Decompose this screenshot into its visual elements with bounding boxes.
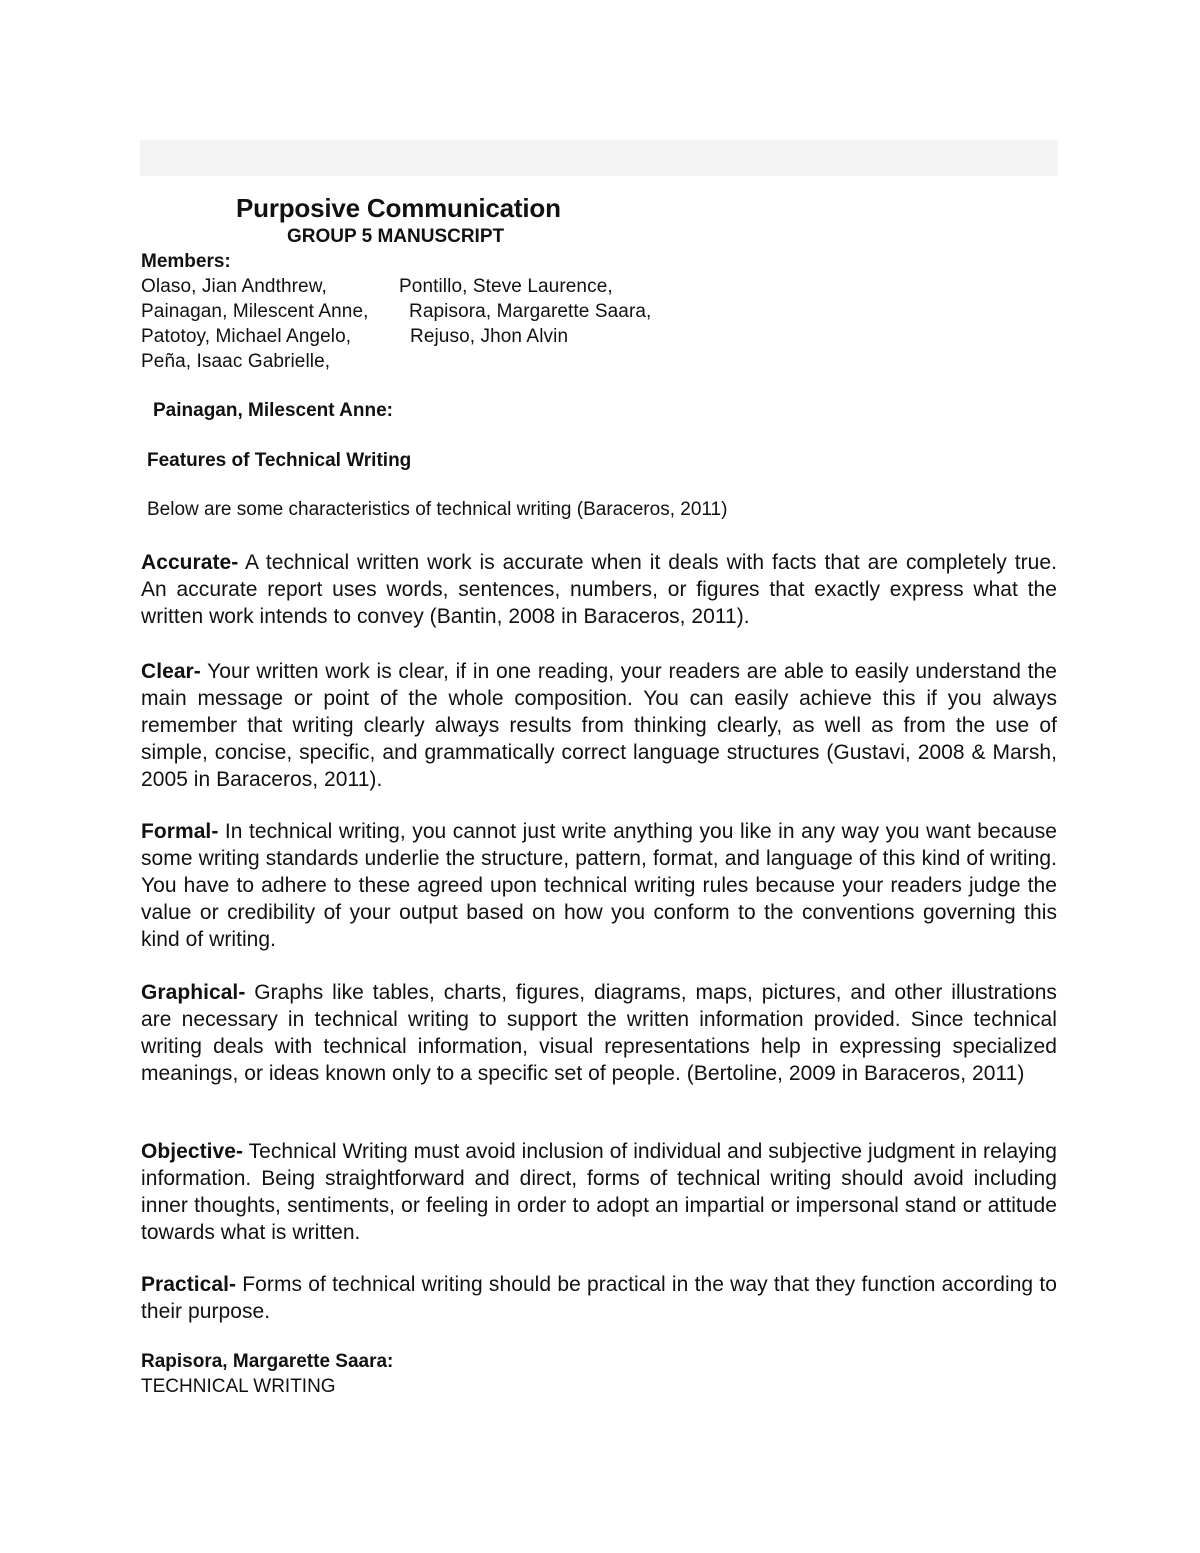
feature-term: Objective- [141, 1140, 244, 1163]
section-author: Rapisora, Margarette Saara: [141, 1351, 394, 1372]
member-name: Pontillo, Steve Laurence, [399, 276, 613, 297]
section-author: Painagan, Milescent Anne: [153, 400, 394, 421]
member-name: Rapisora, Margarette Saara, [409, 301, 652, 322]
feature-paragraph [141, 549, 1057, 630]
feature-paragraph [141, 1138, 1057, 1246]
feature-text: Forms of technical writing should be practical in the way that they function according to their purpose. [141, 1273, 1057, 1323]
member-name: Painagan, Milescent Anne, [141, 301, 369, 322]
feature-text: Graphs like tables, charts, figures, diagrams, maps, pictures, and other illustrations are necessary in technical writing to support the written information provided. Since technical writing deals with technical information, visual representations help in expressing specialized meanings, or ideas known only to a specific set of people. (Bertoline, 2009 in Baraceros, 2011) [141, 981, 1057, 1085]
feature-text: A technical written work is accurate when it deals with facts that are completely true. An accurate report uses words, sentences, numbers, or figures that exactly express what the written work intends to convey (Bantin, 2008 in Baraceros, 2011). [141, 551, 1057, 628]
member-name: Rejuso, Jhon Alvin [410, 326, 569, 347]
document-subtitle: GROUP 5 MANUSCRIPT [287, 226, 505, 247]
feature-paragraph [141, 658, 1057, 793]
document-title: Purposive Communication [236, 193, 561, 223]
members-label: Members: [141, 251, 231, 272]
feature-term: Graphical- [141, 981, 246, 1004]
member-name: Peña, Isaac Gabrielle, [141, 351, 331, 372]
member-name: Patotoy, Michael Angelo, [141, 326, 352, 347]
feature-text: In technical writing, you cannot just write anything you like in any way you want because some writing standards underlie the structure, pattern, format, and language of this kind of writing. You have to adhere to these agreed upon technical writing rules because your readers judge the value or credibility of your output based on how you conform to the conventions governing this kind of writing. [141, 820, 1057, 951]
feature-term: Practical- [141, 1273, 237, 1296]
section-heading: TECHNICAL WRITING [141, 1376, 336, 1397]
feature-term: Clear- [141, 660, 201, 683]
member-name: Olaso, Jian Andthrew, [141, 276, 327, 297]
feature-paragraph [141, 1271, 1057, 1325]
feature-paragraph [141, 979, 1057, 1087]
feature-term: Accurate- [141, 551, 239, 574]
section-intro: Below are some characteristics of technical writing (Baraceros, 2011) [147, 499, 728, 520]
feature-text: Technical Writing must avoid inclusion of individual and subjective judgment in relaying information. Being straightforward and direct, forms of technical writing should avoid including inner thoughts, sentiments, or feeling in order to adopt an impartial or impersonal stand or attitude towards what is written. [141, 1140, 1057, 1244]
section-heading: Features of Technical Writing [147, 450, 412, 471]
feature-text: Your written work is clear, if in one reading, your readers are able to easily understand the main message or point of the whole composition. You can easily achieve this if you always remember that writing clearly always results from thinking clearly, as well as from the use of simple, concise, specific, and grammatically correct language structures (Gustavi, 2008 & Marsh, 2005 in Baraceros, 2011). [141, 660, 1057, 791]
feature-term: Formal- [141, 820, 219, 843]
header-band [140, 140, 1058, 176]
feature-paragraph [141, 818, 1057, 953]
